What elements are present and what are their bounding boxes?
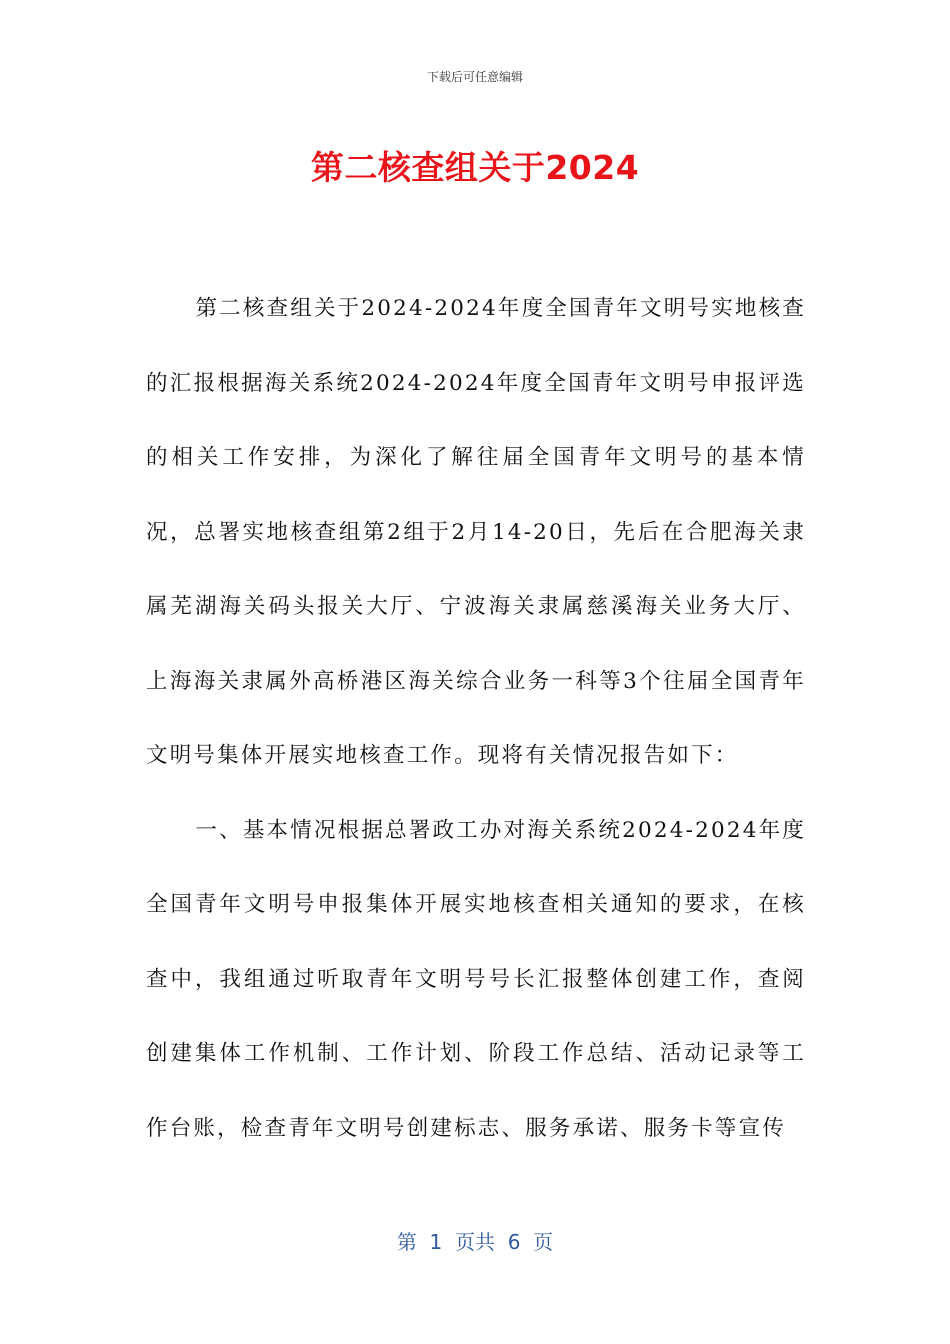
header-note: 下载后可任意编辑 — [426, 70, 523, 84]
paragraph-1: 第二核查组关于2024-2024年度全国青年文明号实地核查的汇报根据海关系统2024-2024年度全国青年文明号申报评选的相关工作安排，为深化了解往届全国青年文明号的基本情况，总署实地核查组第2组于2月14-20日，先后在合肥海关隶属芜湖海关码头报关大厅、宁波海关隶属慈溪海关业务大厅、上海海关隶属外高桥港区海关综合业务一科等3个往届全国青年文明号集体开展实地核查工作。现将有关情况报告如下： — [146, 296, 806, 768]
page-footer: 第 1 页共 6 页 — [396, 1230, 554, 1254]
document-body — [146, 272, 806, 1166]
document-title: 第二核查组关于2024 — [310, 148, 640, 187]
paragraph-2: 一、基本情况根据总署政工办对海关系统2024-2024年度全国青年文明号申报集体开展实地核查相关通知的要求，在核查中，我组通过听取青年文明号号长汇报整体创建工作，查阅创建集体工作机制、工作计划、阶段工作总结、活动记录等工作台账，检查青年文明号创建标志、服务承诺、服务卡等宣传 — [146, 817, 806, 1141]
